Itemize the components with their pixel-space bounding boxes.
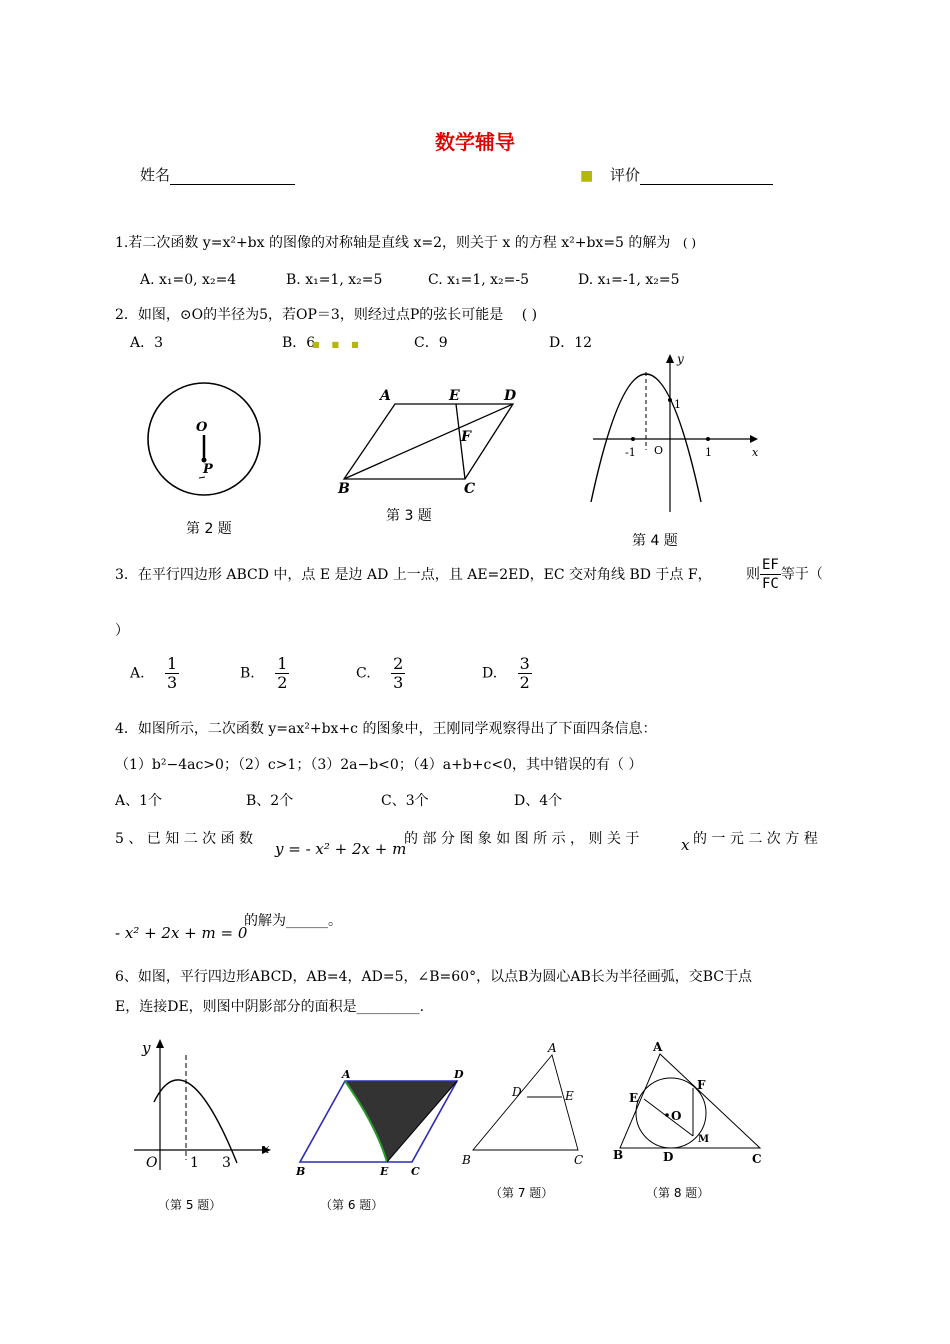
fig3-caption: 第 3 题	[386, 508, 432, 524]
fig7-label-d: D	[512, 1085, 522, 1099]
grade-field[interactable]	[610, 164, 773, 185]
fig2-mark	[199, 477, 205, 478]
fig4-point-y1	[668, 398, 672, 402]
fig5-label-origin: O	[146, 1155, 158, 1171]
q1-option-c[interactable]: C. x₁=1, x₂=-5	[428, 272, 530, 288]
fig2-label-o: O	[196, 420, 208, 435]
q1-option-d[interactable]: D. x₁=-1, x₂=5	[578, 272, 680, 288]
q3-option-d[interactable]: D. $\frac{3}{2}$	[482, 654, 530, 692]
fig2-caption: 第 2 题	[186, 521, 232, 537]
fig6-parallelogram-diagram	[290, 1065, 468, 1180]
fig7-label-b: B	[462, 1153, 471, 1167]
fig7-triangle-diagram	[460, 1040, 595, 1170]
fig3-label-c: C	[464, 481, 476, 497]
q4-option-c[interactable]: C、3个	[381, 793, 429, 809]
q3-option-a[interactable]: A. $\frac{1}{3}$	[130, 654, 178, 692]
fig8-incircle-diagram	[605, 1035, 775, 1170]
fig3-label-f: F	[461, 429, 471, 445]
fig6-label-d: D	[454, 1068, 464, 1081]
q3-option-c[interactable]: C. $\frac{2}{3}$	[356, 654, 404, 692]
stray-dots: ■■■	[312, 340, 371, 349]
q6-line1: 6、如图，平行四边形ABCD，AB=4，AD=5，∠B=60°，以点B为圆心AB长为半径画弧，交BC于点	[115, 969, 753, 985]
fig8-segment-em	[644, 1099, 693, 1136]
fig8-label-o: O	[671, 1109, 682, 1123]
fig8-center-point	[665, 1113, 669, 1117]
q5-tail: 的解为______。	[244, 913, 342, 929]
fig8-label-e: E	[629, 1091, 639, 1105]
q3-option-b[interactable]: B. $\frac{1}{2}$	[240, 654, 288, 692]
fig7-triangle	[473, 1055, 578, 1150]
q2-option-a[interactable]: A．3	[130, 335, 164, 351]
fig3-label-d: D	[504, 388, 517, 404]
q1-option-a[interactable]: A. x₁=0, x₂=4	[140, 272, 237, 288]
q5-stem-a: 5 、 已 知 二 次 函 数	[115, 831, 254, 847]
fig8-label-f: F	[697, 1078, 706, 1092]
name-field[interactable]	[140, 164, 295, 185]
fig5-label-3: 3	[222, 1155, 231, 1171]
fig4-parabola-diagram	[588, 350, 768, 520]
q3-ratio	[746, 556, 823, 593]
fig4-x-arrow	[750, 435, 758, 443]
fig4-label-origin: O	[654, 444, 664, 457]
fig6-label-c: C	[411, 1165, 420, 1178]
fig4-caption: 第 4 题	[632, 533, 678, 549]
fig5-label-y: y	[142, 1039, 151, 1057]
fig3-label-a: A	[380, 388, 391, 404]
fig6-label-b: B	[296, 1165, 306, 1178]
q3-close-paren: ）	[115, 623, 129, 639]
fig5-y-arrow	[156, 1039, 164, 1048]
q2-option-d[interactable]: D．12	[549, 335, 593, 351]
fig4-point-neg1	[631, 437, 635, 441]
q1-stem: 1.若二次函数 y=x²+bx 的图像的对称轴是直线 x=2，则关于 x 的方程 x²+bx=5 的解为 ( )	[115, 235, 697, 251]
name-blank[interactable]	[170, 170, 295, 185]
q2-option-c[interactable]: C．9	[414, 335, 448, 351]
name-label: 姓名	[140, 166, 171, 184]
fig8-label-d: D	[663, 1150, 674, 1164]
fig8-label-a: A	[653, 1040, 663, 1054]
fig4-label-x-1: 1	[705, 446, 712, 459]
q5-equation: - x² + 2x + m = 0	[115, 924, 248, 942]
fig8-label-b: B	[613, 1148, 624, 1162]
q5-formula: y = - x² + 2x + m	[275, 840, 407, 858]
q2-stem: 2．如图，⊙O的半径为5，若OP＝3，则经过点P的弦长可能是 ( )	[115, 307, 538, 323]
q2-option-b[interactable]: B．6	[282, 335, 316, 351]
fig4-point-1	[706, 437, 710, 441]
q6-line2: E，连接DE，则图中阴影部分的面积是_________.	[115, 999, 425, 1015]
fig3-label-e: E	[449, 388, 460, 404]
fig8-label-c: C	[752, 1152, 762, 1166]
fig5-label-1: 1	[190, 1155, 199, 1171]
q3-frac-num: EF	[762, 557, 779, 573]
q4-option-d[interactable]: D、4个	[514, 793, 563, 809]
fig4-label-y-1: 1	[674, 398, 681, 411]
grade-blank[interactable]	[640, 170, 773, 185]
q3-stem: 3．在平行四边形 ABCD 中，点 E 是边 AD 上一点，且 AE=2ED，EC 交对角线 BD 于点 F，	[115, 567, 712, 583]
fig2-label-p: P	[203, 462, 213, 477]
fig4-label-y: y	[677, 352, 684, 366]
grade-label: 评价	[610, 166, 641, 184]
q4-option-a[interactable]: A、1个	[115, 793, 163, 809]
stray-dot: ■	[580, 168, 594, 184]
fig5-caption: （第 5 题）	[158, 1198, 222, 1212]
fig4-y-arrow	[666, 354, 674, 363]
fig2-circle-diagram	[145, 380, 265, 500]
fig7-caption: （第 7 题）	[490, 1186, 554, 1200]
fig8-label-m: M	[698, 1134, 710, 1145]
fig6-shaded-region	[345, 1081, 457, 1162]
fig7-label-e: E	[565, 1089, 574, 1103]
q4-stem: 4．如图所示，二次函数 y=ax²+bx+c 的图象中，王刚同学观察得出了下面四条信息：	[115, 721, 657, 737]
fig8-caption: （第 8 题）	[646, 1186, 710, 1200]
fig6-caption: （第 6 题）	[320, 1198, 384, 1212]
q3-then: 则	[746, 566, 760, 583]
q3-tail: 等于（	[780, 566, 823, 583]
q5-var-x: x	[681, 836, 690, 854]
fig3-label-b: B	[338, 481, 350, 497]
fig7-label-a: A	[548, 1041, 557, 1055]
q1-option-b[interactable]: B. x₁=1, x₂=5	[286, 272, 383, 288]
q5-stem-c: 的 一 元 二 次 方 程	[693, 831, 818, 847]
fig4-label-x: x	[752, 446, 759, 459]
fig3-parallelogram-diagram	[330, 383, 530, 498]
fig6-label-e: E	[380, 1165, 389, 1178]
fig6-label-a: A	[342, 1068, 351, 1081]
fig5-label-x: x	[262, 1142, 270, 1157]
q4-option-b[interactable]: B、2个	[246, 793, 294, 809]
fig5-graph	[130, 1035, 280, 1175]
fig4-label-neg1: -1	[625, 446, 636, 459]
q3-frac-den: FC	[762, 576, 779, 592]
page-title: 数学辅导	[435, 130, 515, 154]
q5-stem-b: 的 部 分 图 象 如 图 所 示 ， 则 关 于	[404, 831, 640, 847]
fig7-label-c: C	[574, 1153, 584, 1167]
q4-info: （1）b²−4ac>0；（2）c>1；（3）2a−b<0；（4）a+b+c<0，其中错误的有（ ）	[115, 757, 643, 773]
